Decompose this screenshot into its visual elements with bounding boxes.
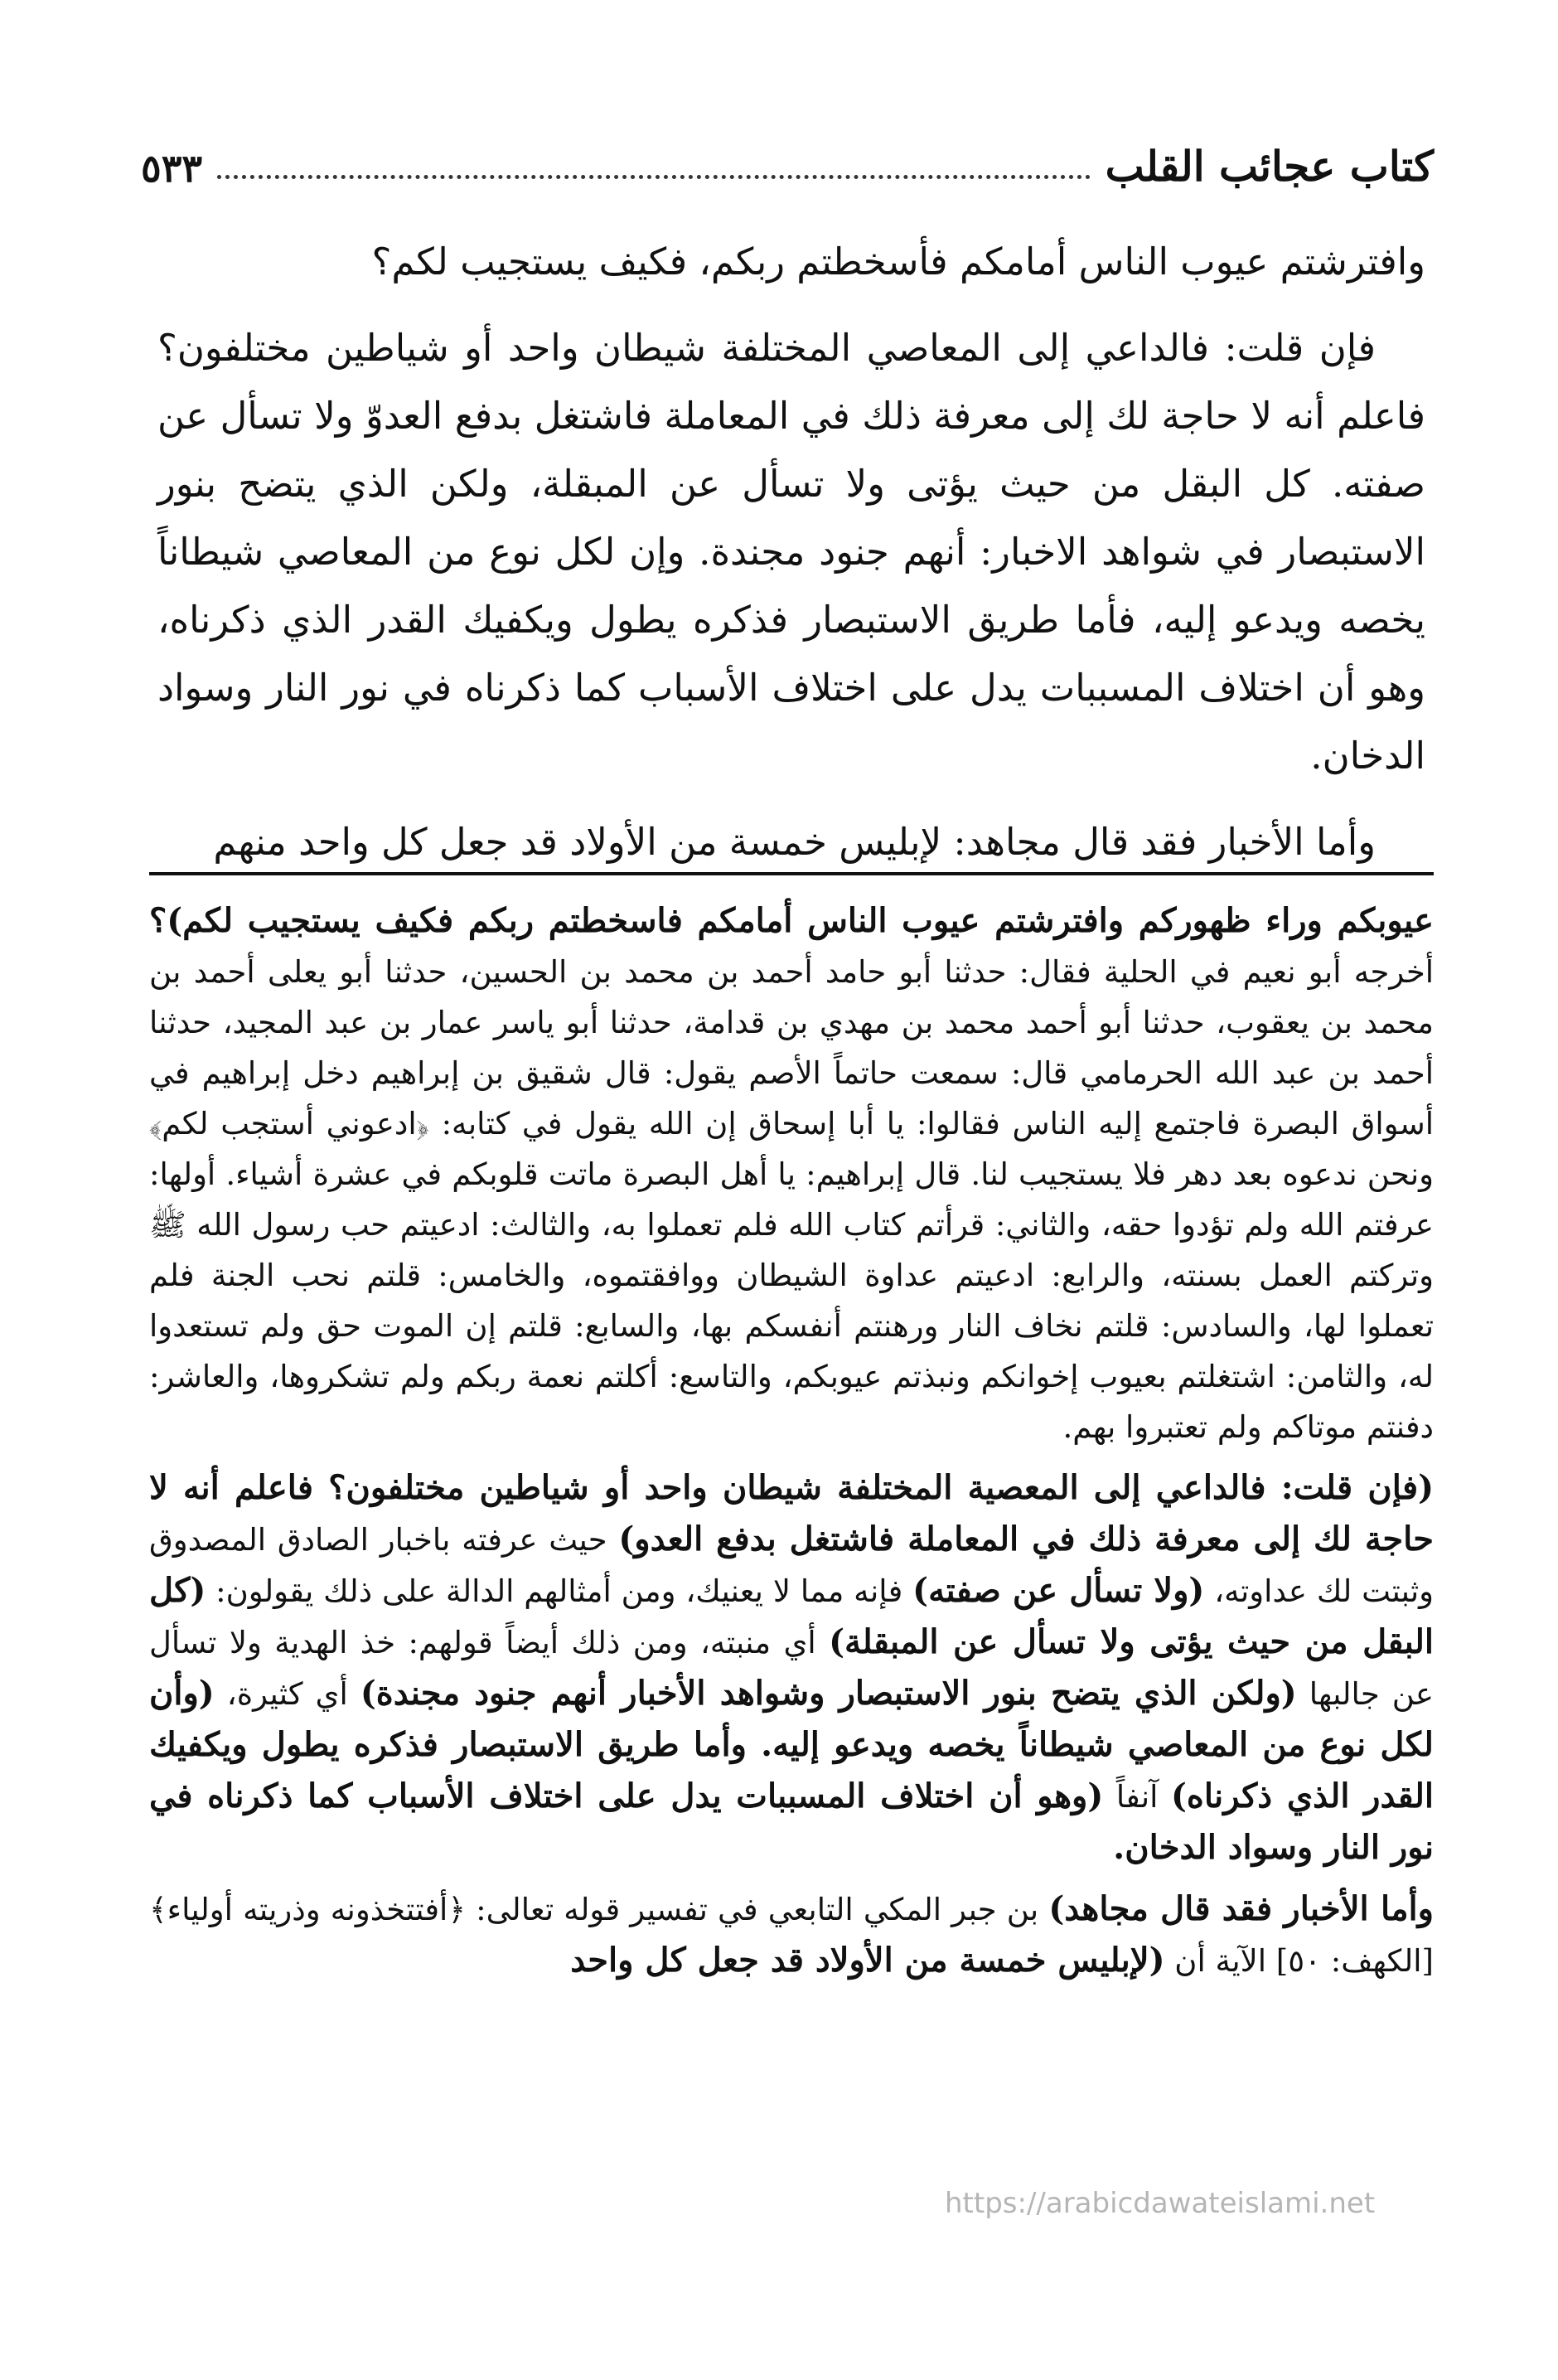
commentary xyxy=(149,895,1434,1996)
page-number: ٥٣٣ xyxy=(141,146,203,191)
main-paragraph-2: فإن قلت: فالداعي إلى المعاصي المختلفة شيطان واحد أو شياطين مختلفون؟ فاعلم أنه لا حاجة لك إلى معرفة ذلك في المعاملة فاشتغل بدفع العدوّ ولا تسأل عن صفته. كل البقل من حيث يؤتى ولا تسأل عن المبقلة، ولكن الذي يتضح بنور الاستبصار في شواهد الاخبار: أنهم جنود مجندة. وإن لكل نوع من المعاصي شيطاناً يخصه ويدعو إليه، فأما طريق الاستبصار فذكره يطول ويكفيك القدر الذي ذكرناه، وهو أن اختلاف المسببات يدل على اختلاف الأسباب كما ذكرناه في نور النار وسواد الدخان. xyxy=(157,326,1425,778)
quoted-text: (وهو أن اختلاف المسببات يدل على اختلاف الأسباب كما ذكرناه في نور النار وسواد الدخان. xyxy=(149,1777,1434,1867)
commentary-text: حيث عرفته باخبار الصادق المصدوق وثبتت لك عداوته، xyxy=(149,1522,1434,1609)
footnote-separator xyxy=(149,872,1434,875)
main-paragraph-1: وافترشتم عيوب الناس أمامكم فأسخطتم ربكم، فكيف يستجيب لكم؟ xyxy=(371,240,1425,284)
quoted-text: عيوبكم وراء ظهوركم وافترشتم عيوب الناس أمامكم فاسخطتم ربكم فكيف يستجيب لكم)؟ xyxy=(149,901,1434,940)
header-dot-leader xyxy=(217,174,1090,179)
commentary-text: آنفاً xyxy=(1103,1779,1171,1815)
commentary-text: أي كثيرة، xyxy=(214,1676,360,1712)
book-title: كتاب عجائب القلب xyxy=(1105,142,1434,191)
watermark-url: https://arabicdawateislami.net xyxy=(945,2187,1376,2220)
running-header xyxy=(141,124,1434,191)
commentary-text: فإنه مما لا يعنيك، ومن أمثالهم الدالة على ذلك يقولون: xyxy=(206,1573,913,1609)
quoted-text: (ولكن الذي يتضح بنور الاستبصار وشواهد الأخبار أنهم جنود مجندة) xyxy=(360,1674,1297,1713)
main-paragraph-3: وأما الأخبار فقد قال مجاهد: لإبليس خمسة من الأولاد قد جعل كل واحد منهم xyxy=(213,820,1376,864)
commentary-text: أي منبته، ومن ذلك أيضاً قولهم: خذ الهدية ولا تسأل عن جالبها xyxy=(149,1625,1434,1712)
quoted-text: (فإن قلت: فالداعي إلى المعصية المختلفة شيطان واحد أو شياطين مختلفون؟ فاعلم أنه لا حاجة لك إلى معرفة ذلك في المعاملة فاشتغل بدفع العدو) xyxy=(149,1468,1434,1558)
quoted-text: (وأن لكل نوع من المعاصي شيطاناً يخصه ويدعو إليه. وأما طريق الاستبصار فذكره يطول ويكفيك القدر الذي ذكرناه) xyxy=(149,1674,1435,1815)
commentary-text: أخرجه أبو نعيم في الحلية فقال: حدثنا أبو حامد أحمد بن محمد بن الحسين، حدثنا أبو يعلى أحمد بن محمد بن يعقوب، حدثنا أبو أحمد محمد بن مهدي بن قدامة، حدثنا أبو ياسر عمار بن عبد المجيد، حدثنا أحمد بن عبد الله الحرمامي قال: سمعت حاتماً الأصم يقول: قال شقيق بن إبراهيم دخل إبراهيم في أسواق البصرة فاجتمع إليه الناس فقالوا: يا أبا إسحاق إن الله يقول في كتابه: ﴿ادعوني أستجب لكم﴾ ونحن ندعوه بعد دهر فلا يستجيب لنا. قال إبراهيم: يا أهل البصرة ماتت قلوبكم في عشرة أشياء. أولها: عرفتم الله ولم تؤدوا حقه، والثاني: قرأتم كتاب الله فلم تعملوا به، والثالث: ادعيتم حب رسول الله ﷺ وتركتم العمل بسنته، والرابع: ادعيتم عداوة الشيطان ووافقتموه، والخامس: قلتم نحب الجنة فلم تعملوا لها، والسادس: قلتم نخاف النار ورهنتم أنفسكم بها، والسابع: قلتم إن الموت حق ولم تستعدوا له، والثامن: اشتغلتم بعيوب إخوانكم ونبذتم عيوبكم، والتاسع: أكلتم نعمة ربكم ولم تشكروها، والعاشر: دفنتم موتاكم ولم تعتبروا بهم. xyxy=(149,954,1435,1445)
main-text xyxy=(157,228,1425,894)
commentary-paragraph-2 xyxy=(149,1462,1434,1873)
commentary-paragraph-3 xyxy=(149,1883,1434,1986)
quoted-text: وأما الأخبار فقد قال مجاهد) xyxy=(1048,1889,1434,1928)
quoted-text: (لإبليس خمسة من الأولاد قد جعل كل واحد xyxy=(570,1941,1165,1980)
commentary-paragraph-1 xyxy=(149,895,1434,1452)
quoted-text: (كل البقل من حيث يؤتى ولا تسأل عن المبقلة) xyxy=(149,1571,1434,1661)
commentary-text: بن جبر المكي التابعي في تفسير قوله تعالى: ﴿أفتتخذونه وذريته أولياء﴾ [الكهف: ٥٠] الآية أن xyxy=(149,1892,1434,1979)
quoted-text: (ولا تسأل عن صفته) xyxy=(912,1571,1205,1610)
